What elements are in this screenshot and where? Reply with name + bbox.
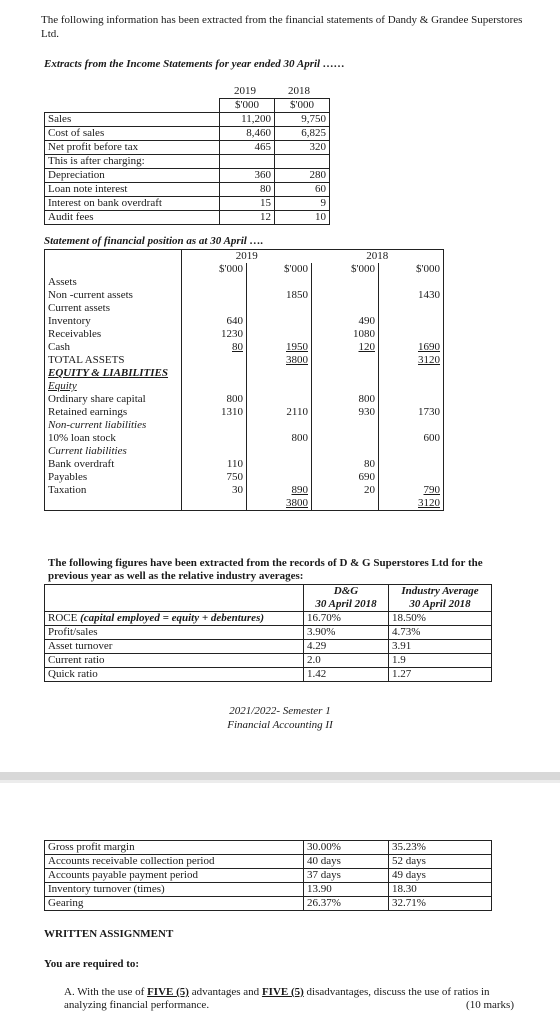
table-cell: EQUITY & LIABILITIES <box>45 367 182 380</box>
table-cell: 32.71% <box>389 897 492 911</box>
table-cell: 890 <box>247 484 312 497</box>
table-cell <box>220 155 275 169</box>
table-cell <box>182 432 247 445</box>
table-row <box>45 855 492 869</box>
dg-header: D&G <box>304 585 389 599</box>
ratios-table-continued <box>44 840 492 911</box>
table-cell <box>247 471 312 484</box>
table-cell <box>312 289 379 302</box>
table-cell: 3120 <box>379 354 444 367</box>
table-cell: 80 <box>182 341 247 354</box>
table-cell: Depreciation <box>45 169 220 183</box>
table-row <box>45 640 492 654</box>
table-cell: 15 <box>220 197 275 211</box>
table-cell: 490 <box>312 315 379 328</box>
table-cell: Payables <box>45 471 182 484</box>
footer-course: Financial Accounting II <box>227 719 333 731</box>
table-row <box>45 289 444 302</box>
table-row <box>45 141 330 155</box>
table-cell <box>312 445 379 458</box>
table-row <box>45 113 330 127</box>
table-cell <box>247 393 312 406</box>
unit-2018: $'000 <box>275 99 330 113</box>
table-row <box>45 841 492 855</box>
table-cell: 35.23% <box>389 841 492 855</box>
table-cell <box>379 315 444 328</box>
table-cell <box>379 471 444 484</box>
industry-header: Industry Average <box>389 585 492 599</box>
intro-text: The following information has been extracted from the financial statements of Dandy & Grandee Superstores Ltd. <box>41 14 523 40</box>
footer-semester: 2021/2022- Semester 1 <box>229 705 331 717</box>
table-cell: Quick ratio <box>45 668 304 682</box>
table-cell: 1310 <box>182 406 247 419</box>
table-cell <box>45 99 220 113</box>
table-row <box>45 341 444 354</box>
table-row <box>45 393 444 406</box>
table-row <box>45 897 492 911</box>
table-row <box>45 315 444 328</box>
table-row <box>45 419 444 432</box>
table-cell <box>45 598 304 612</box>
table-cell <box>379 380 444 393</box>
table-cell: 3.90% <box>304 626 389 640</box>
table-cell: 930 <box>312 406 379 419</box>
table-cell: Retained earnings <box>45 406 182 419</box>
document-page-2 <box>0 818 560 1024</box>
table-cell: 1950 <box>247 341 312 354</box>
sofp-year-2018: 2018 <box>312 250 444 264</box>
table-row <box>45 183 330 197</box>
sofp-title: Statement of financial position as at 30 April …. <box>44 235 264 247</box>
table-cell: Cash <box>45 341 182 354</box>
table-cell: 800 <box>247 432 312 445</box>
table-cell <box>182 354 247 367</box>
table-cell: 40 days <box>304 855 389 869</box>
table-cell: Inventory <box>45 315 182 328</box>
table-cell <box>182 419 247 432</box>
table-cell: Gross profit margin <box>45 841 304 855</box>
table-cell: 2.0 <box>304 654 389 668</box>
income-statement-title: Extracts from the Income Statements for year ended 30 April …… <box>44 58 345 70</box>
table-cell: 3800 <box>247 497 312 511</box>
table-row <box>45 626 492 640</box>
table-cell: 465 <box>220 141 275 155</box>
table-cell: 1.42 <box>304 668 389 682</box>
table-row <box>45 276 444 289</box>
table-cell: 12 <box>220 211 275 225</box>
table-cell <box>247 458 312 471</box>
table-cell: 18.30 <box>389 883 492 897</box>
table-cell: $'000 <box>379 263 444 276</box>
table-cell: Accounts receivable collection period <box>45 855 304 869</box>
table-cell: Interest on bank overdraft <box>45 197 220 211</box>
table-cell: 600 <box>379 432 444 445</box>
table-cell: Taxation <box>45 484 182 497</box>
table-cell <box>312 354 379 367</box>
table-cell: 320 <box>275 141 330 155</box>
table-cell: 8,460 <box>220 127 275 141</box>
table-row <box>45 458 444 471</box>
table-cell: ROCE (capital employed = equity + debentures) <box>45 612 304 626</box>
table-cell: Gearing <box>45 897 304 911</box>
year-2019: 2019 <box>234 85 256 97</box>
table-cell: 16.70% <box>304 612 389 626</box>
table-cell: 49 days <box>389 869 492 883</box>
sofp-table <box>44 249 444 511</box>
income-statement-table <box>44 85 326 98</box>
sofp-year-2019: 2019 <box>182 250 312 264</box>
table-cell: $'000 <box>312 263 379 276</box>
table-cell: TOTAL ASSETS <box>45 354 182 367</box>
table-cell: 360 <box>220 169 275 183</box>
table-cell <box>247 419 312 432</box>
table-cell: 3120 <box>379 497 444 511</box>
table-cell: 9,750 <box>275 113 330 127</box>
table-cell: 3800 <box>247 354 312 367</box>
table-cell: 20 <box>312 484 379 497</box>
table-row <box>45 328 444 341</box>
table-cell: 30 April 2018 <box>304 598 389 612</box>
question-a: A. With the use of FIVE (5) advantages and FIVE (5) disadvantages, discuss the use of ratios in analyzing financial performance. (10 marks) <box>64 986 514 1011</box>
table-row <box>45 668 492 682</box>
table-cell: 18.50% <box>389 612 492 626</box>
table-cell <box>379 302 444 315</box>
table-cell <box>247 276 312 289</box>
table-cell: 790 <box>379 484 444 497</box>
table-cell: 10 <box>275 211 330 225</box>
table-cell: 9 <box>275 197 330 211</box>
table-cell: 1850 <box>247 289 312 302</box>
table-row <box>45 169 330 183</box>
table-cell: $'000 <box>247 263 312 276</box>
table-cell: 30 <box>182 484 247 497</box>
table-row <box>45 484 444 497</box>
table-row <box>45 432 444 445</box>
table-cell: $'000 <box>182 263 247 276</box>
table-cell <box>312 380 379 393</box>
table-cell: 750 <box>182 471 247 484</box>
table-cell: 800 <box>182 393 247 406</box>
table-cell: 800 <box>312 393 379 406</box>
table-cell: Cost of sales <box>45 127 220 141</box>
table-cell: Non-current liabilities <box>45 419 182 432</box>
table-cell: Asset turnover <box>45 640 304 654</box>
page-gap <box>0 760 560 818</box>
table-row <box>45 380 444 393</box>
table-cell: 110 <box>182 458 247 471</box>
table-row <box>45 883 492 897</box>
table-cell: Accounts payable payment period <box>45 869 304 883</box>
table-cell: 280 <box>275 169 330 183</box>
table-cell <box>182 445 247 458</box>
table-cell <box>182 497 247 511</box>
table-cell <box>379 328 444 341</box>
table-cell: 37 days <box>304 869 389 883</box>
unit-2019: $'000 <box>220 99 275 113</box>
table-cell: 640 <box>182 315 247 328</box>
table-cell <box>312 432 379 445</box>
table-cell: 2110 <box>247 406 312 419</box>
table-cell <box>312 419 379 432</box>
ratios-note: The following figures have been extracted from the records of D & G Superstores Ltd for the previous year as well as the relative industry averages: <box>48 557 483 582</box>
table-cell: 1230 <box>182 328 247 341</box>
table-cell: 3.91 <box>389 640 492 654</box>
table-cell: Assets <box>45 276 182 289</box>
table-row <box>45 612 492 626</box>
table-cell: Current liabilities <box>45 445 182 458</box>
table-cell: 80 <box>312 458 379 471</box>
table-cell: Ordinary share capital <box>45 393 182 406</box>
table-row <box>45 302 444 315</box>
table-cell: Sales <box>45 113 220 127</box>
table-cell: Profit/sales <box>45 626 304 640</box>
table-cell <box>275 155 330 169</box>
table-cell <box>45 585 304 599</box>
table-cell <box>247 328 312 341</box>
table-cell: 4.29 <box>304 640 389 654</box>
table-cell: 690 <box>312 471 379 484</box>
table-cell <box>379 445 444 458</box>
table-row <box>45 197 330 211</box>
table-cell: 26.37% <box>304 897 389 911</box>
table-cell: 13.90 <box>304 883 389 897</box>
table-cell <box>45 497 182 511</box>
table-cell: 30 April 2018 <box>389 598 492 612</box>
table-cell: Loan note interest <box>45 183 220 197</box>
question-marks: (10 marks) <box>466 999 514 1011</box>
written-assignment-heading: WRITTEN ASSIGNMENT <box>44 928 174 940</box>
table-cell <box>182 380 247 393</box>
table-cell: Non -current assets <box>45 289 182 302</box>
table-row <box>45 445 444 458</box>
table-cell: 1080 <box>312 328 379 341</box>
table-cell: Inventory turnover (times) <box>45 883 304 897</box>
table-cell: Bank overdraft <box>45 458 182 471</box>
table-cell <box>247 302 312 315</box>
table-cell <box>182 276 247 289</box>
table-row <box>45 367 444 380</box>
table-cell: Receivables <box>45 328 182 341</box>
table-cell: 1690 <box>379 341 444 354</box>
table-cell <box>45 263 182 276</box>
table-row <box>45 155 330 169</box>
income-statement-body <box>44 98 330 225</box>
table-cell: This is after charging: <box>45 155 220 169</box>
table-cell: 30.00% <box>304 841 389 855</box>
table-cell <box>312 302 379 315</box>
table-cell: 6,825 <box>275 127 330 141</box>
year-2018: 2018 <box>288 85 310 97</box>
table-cell: Audit fees <box>45 211 220 225</box>
table-cell: 11,200 <box>220 113 275 127</box>
table-cell <box>182 289 247 302</box>
required-heading: You are required to: <box>44 958 140 970</box>
table-cell <box>45 250 182 264</box>
table-cell <box>379 393 444 406</box>
table-cell: 1430 <box>379 289 444 302</box>
table-cell: Current assets <box>45 302 182 315</box>
table-row <box>45 211 330 225</box>
table-cell: 52 days <box>389 855 492 869</box>
table-cell <box>182 302 247 315</box>
table-cell <box>312 276 379 289</box>
table-cell: 4.73% <box>389 626 492 640</box>
table-cell: Equity <box>45 380 182 393</box>
table-cell: 120 <box>312 341 379 354</box>
table-cell <box>44 85 218 98</box>
table-cell <box>182 367 247 380</box>
table-row <box>45 354 444 367</box>
table-cell <box>247 367 312 380</box>
table-cell <box>379 419 444 432</box>
table-cell <box>379 458 444 471</box>
table-cell: 80 <box>220 183 275 197</box>
table-cell <box>247 315 312 328</box>
table-cell <box>247 445 312 458</box>
table-row <box>45 471 444 484</box>
table-cell: 1.9 <box>389 654 492 668</box>
table-row <box>45 497 444 511</box>
table-row <box>45 869 492 883</box>
table-cell: Current ratio <box>45 654 304 668</box>
table-cell: Net profit before tax <box>45 141 220 155</box>
table-cell: 1.27 <box>389 668 492 682</box>
table-row <box>45 654 492 668</box>
table-cell <box>247 380 312 393</box>
table-cell: 10% loan stock <box>45 432 182 445</box>
table-cell <box>379 367 444 380</box>
table-cell: 60 <box>275 183 330 197</box>
ratios-table <box>44 584 492 682</box>
table-row <box>45 127 330 141</box>
table-cell <box>312 497 379 511</box>
table-cell: 1730 <box>379 406 444 419</box>
table-cell <box>312 367 379 380</box>
table-row <box>45 406 444 419</box>
table-cell <box>379 276 444 289</box>
